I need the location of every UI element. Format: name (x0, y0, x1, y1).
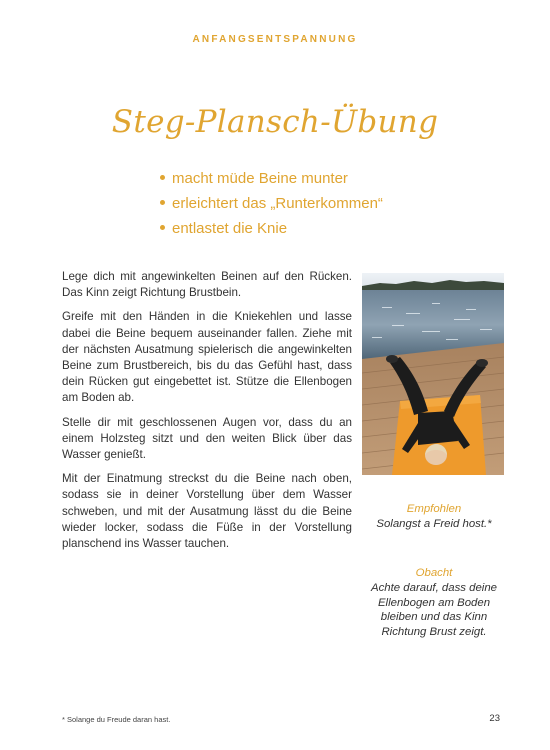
footnote: * Solange du Freude daran hast. (62, 715, 171, 724)
benefit-text: macht müde Beine munter (172, 170, 348, 187)
recommended-note (360, 502, 508, 532)
recommended-heading: Empfohlen (406, 503, 462, 515)
benefit-text: entlastet die Knie (172, 220, 288, 237)
caution-text: Achte darauf, dass deine Ellenbogen am Boden bleiben und das Kinn Richtung Brust zeigt. (370, 581, 497, 639)
benefit-item (160, 191, 383, 216)
bullet-icon (160, 225, 165, 230)
exercise-title: Steg-Plansch-Übung (111, 104, 439, 140)
exercise-photo (362, 273, 504, 475)
page-number: 23 (489, 713, 500, 724)
benefits-list (160, 166, 383, 241)
section-label: ANFANGSENTSPANNUNG (192, 34, 358, 45)
instruction-paragraph: Lege dich mit angewinkelten Beinen auf den Rücken. Das Kinn zeigt Richtung Brustbein. (62, 270, 352, 300)
bullet-icon (160, 175, 165, 180)
benefit-text: erleichtert das „Runterkommen“ (172, 195, 383, 212)
benefit-item (160, 166, 383, 191)
instructions-text (62, 269, 352, 560)
instruction-paragraph: Greife mit den Händen in die Kniekehlen und lasse dabei die Beine bequem auseinander fallen. Ziehe mit der nächsten Ausatmung spielerisch die angewinkelten Beine zum Brustbereich, bis du das Gefühl hast, dass dein Rücken gut eingebettet ist. Stütze die Ellenbogen am Boden ab. (62, 310, 352, 405)
caution-heading: Obacht (415, 567, 453, 579)
instruction-paragraph: Mit der Einatmung streckst du die Beine nach oben, sodass sie in deiner Vorstellung über dem Wasser schweben, und mit der Ausatmung lässt du die Beine wieder locker, sodass die Füße in der Vorstellung planschend ins Wasser tauchen. (62, 472, 352, 551)
instruction-paragraph: Stelle dir mit geschlossenen Augen vor, dass du an einem Holzsteg sitzt und den weiten Blick über das Wasser genießt. (62, 415, 352, 462)
bullet-icon (160, 200, 165, 205)
benefit-item (160, 216, 383, 241)
caution-note (360, 566, 508, 640)
recommended-text: Solangst a Freid host.* (376, 517, 492, 530)
